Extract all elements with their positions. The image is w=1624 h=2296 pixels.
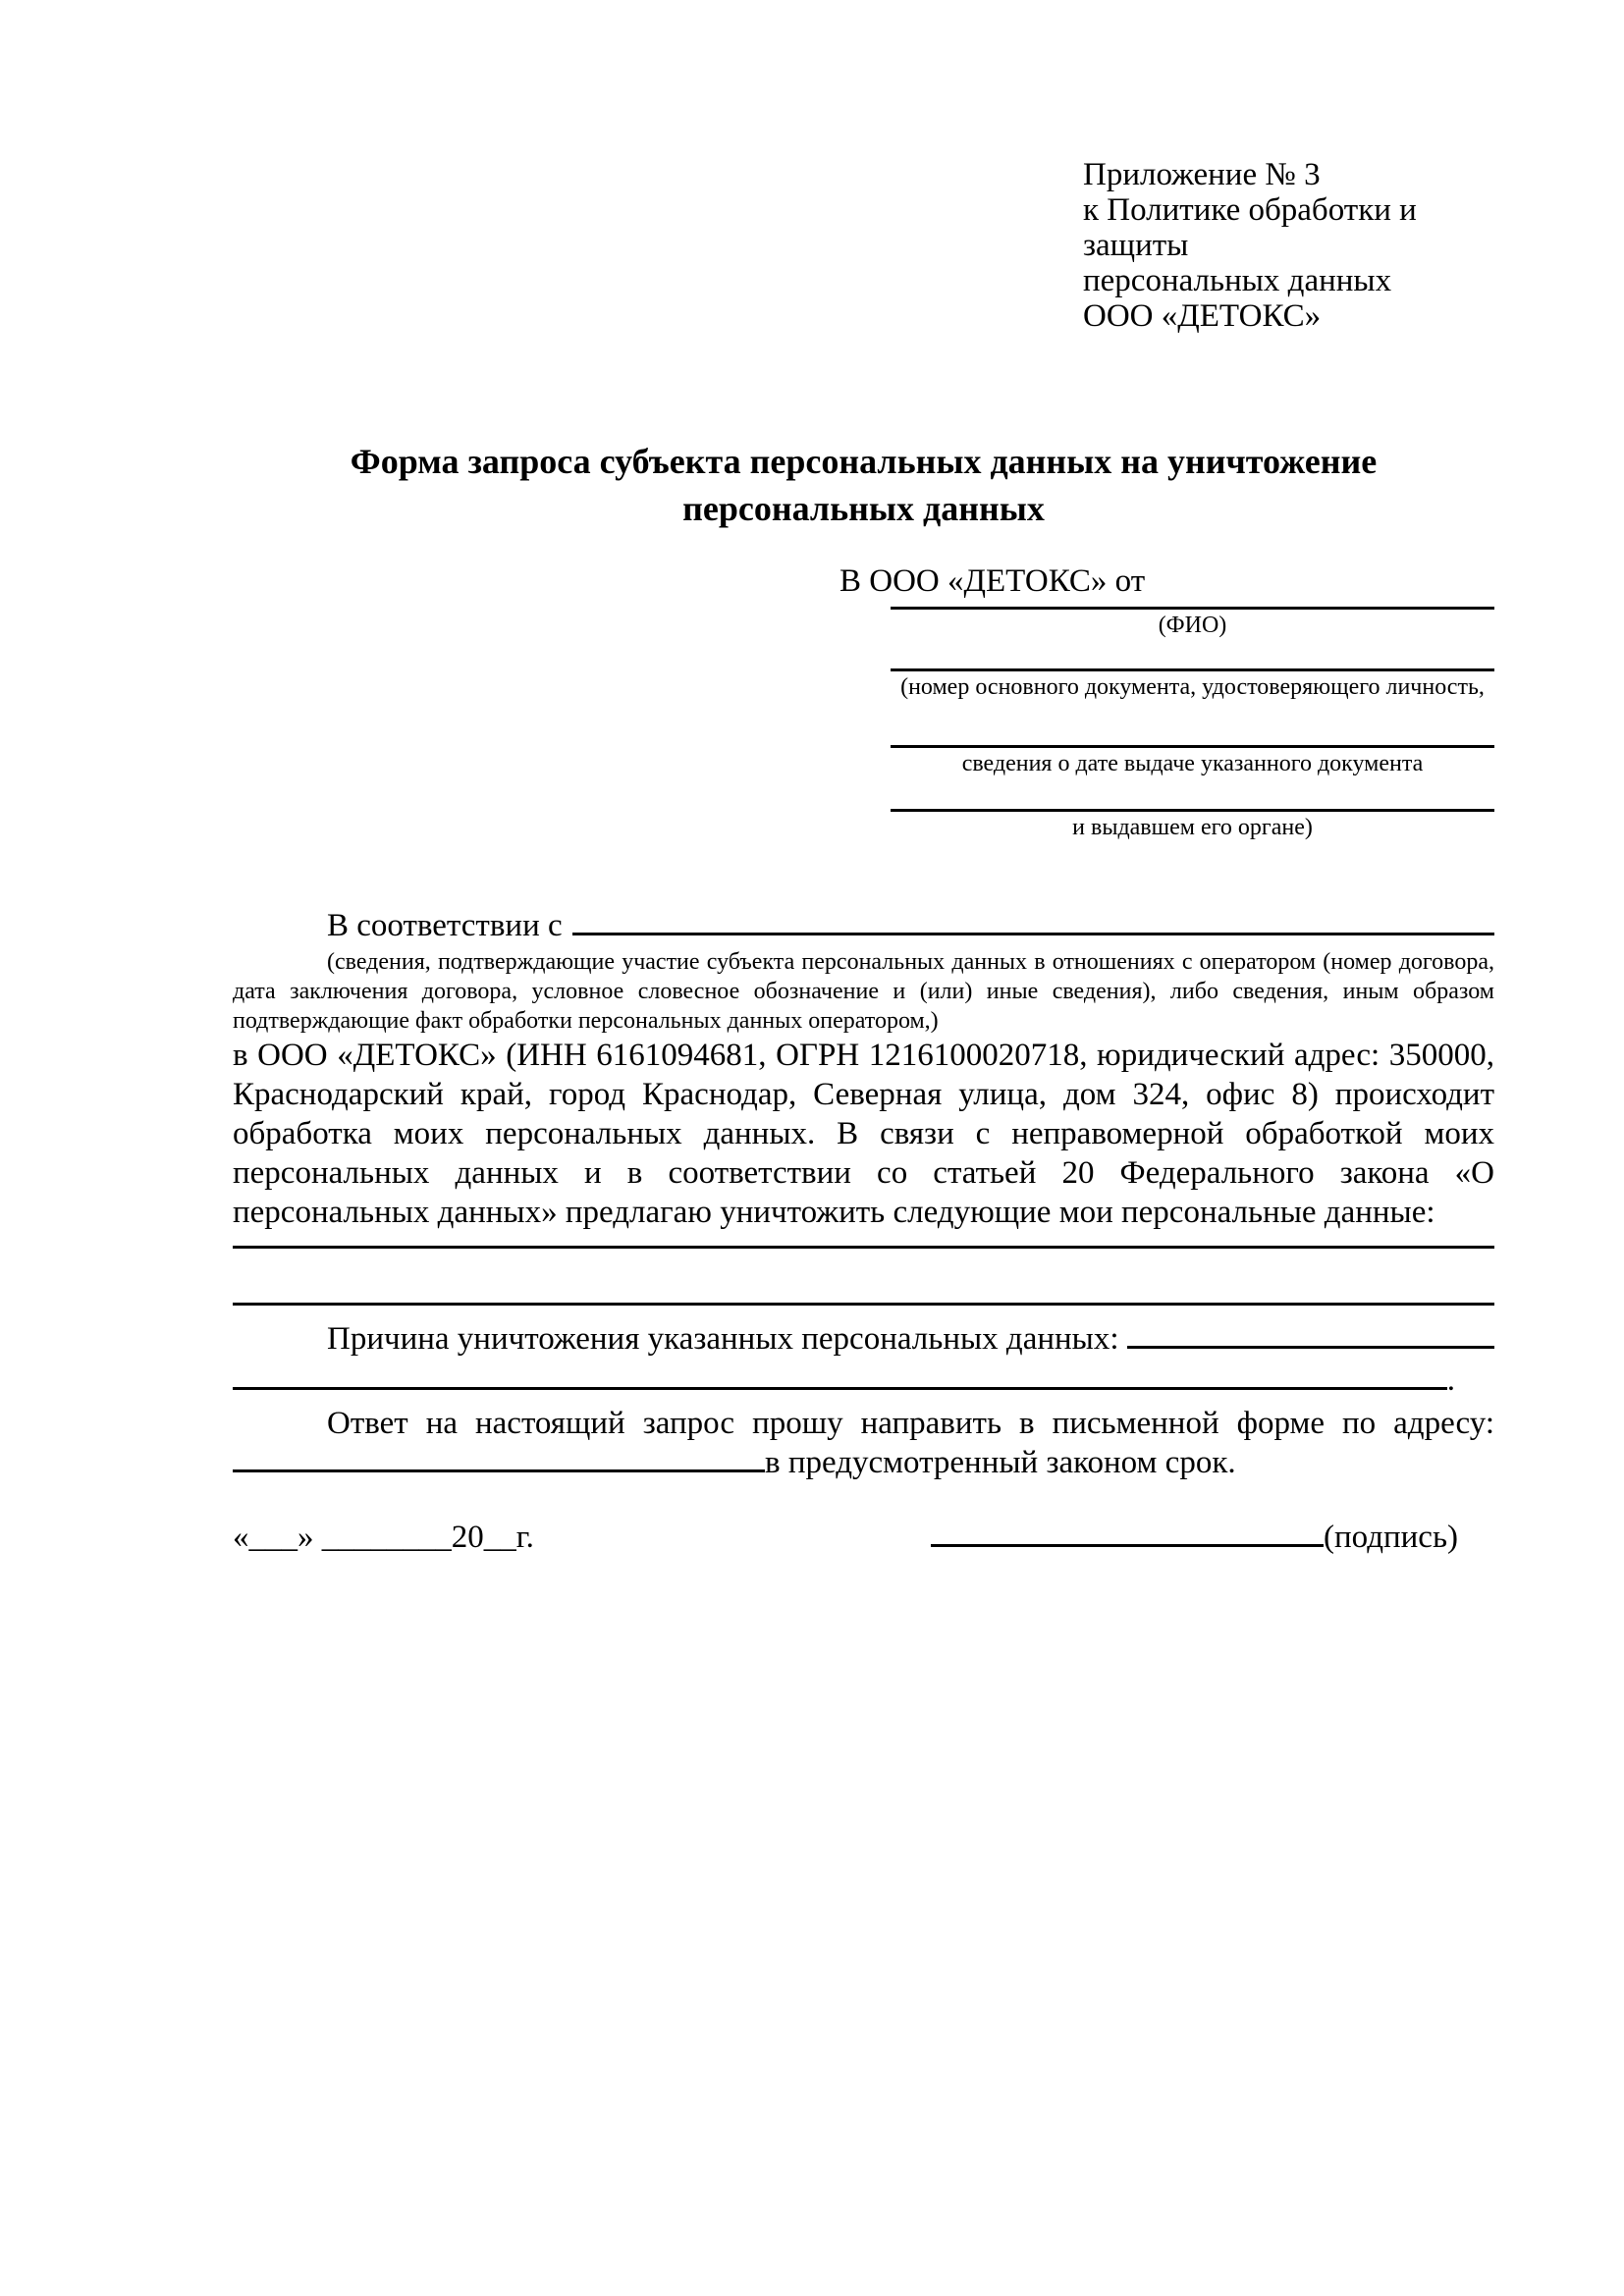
- main-paragraph: в ООО «ДЕТОКС» (ИНН 6161094681, ОГРН 1216100020718, юридический адрес: 350000, Краснодарский край, город Краснодар, Северная улица, дом 324, офис 8) происходит обработка моих персональных данных. В связи с неправомерной обработкой моих персональных данных и в соответствии со статьей 20 Федерального закона «О персональных данных» предлагаю уничтожить следующие мои персональные данные:: [233, 1038, 1494, 1230]
- according-to-note: (сведения, подтверждающие участие субъекта персональных данных в отношениях с оператором (номер договора, дата заключения договора, условное словесное обозначение и (или) иные сведения), либо сведения, иным образом подтверждающие факт обработки персональных данных оператором,): [233, 949, 1494, 1034]
- page-title: Форма запроса субъекта персональных данных на уничтожение персональных данных: [350, 442, 1378, 528]
- date-space: [314, 1520, 322, 1555]
- policy-reference-line-2: персональных данных: [1083, 263, 1392, 298]
- reply-sentence: Ответ на настоящий запрос прошу направить в письменной форме по адресу:: [327, 1406, 1494, 1441]
- date-year-prefix: 20: [451, 1520, 484, 1555]
- date-open-quote: «: [233, 1520, 249, 1555]
- according-to-write-line[interactable]: [572, 906, 1494, 935]
- applicant-details-block: [891, 607, 1494, 841]
- reply-address-write-line[interactable]: [233, 1443, 765, 1472]
- appendix-header: [1083, 157, 1494, 334]
- date-close-quote: »: [298, 1520, 314, 1555]
- document-number-caption: (номер основного документа, удостоверяющего личность,: [900, 674, 1485, 700]
- reason-write-line[interactable]: [1127, 1319, 1494, 1349]
- fio-caption: (ФИО): [1158, 613, 1227, 638]
- date-signature-row: [233, 1518, 1494, 1557]
- period-mark: .: [1446, 1362, 1455, 1398]
- signature-field: [931, 1518, 1458, 1557]
- date-field: [233, 1518, 534, 1557]
- according-to-row: [233, 906, 1494, 945]
- issuing-authority-caption: и выдавшем его органе): [1072, 815, 1313, 840]
- date-year-blank[interactable]: __: [483, 1520, 516, 1555]
- addressee-line: В ООО «ДЕТОКС» от: [839, 563, 1146, 599]
- date-year-suffix: г.: [515, 1520, 534, 1555]
- appendix-number: Приложение № 3: [1083, 157, 1321, 192]
- reason-write-line-2[interactable]: [233, 1361, 1447, 1390]
- policy-reference-line-1: к Политике обработки и защиты: [1083, 192, 1417, 263]
- reason-continuation-row: [233, 1361, 1494, 1400]
- signature-write-line[interactable]: [931, 1518, 1324, 1547]
- signature-caption: (подпись): [1324, 1520, 1458, 1555]
- according-to-label: В соответствии с: [327, 908, 563, 943]
- reason-row: [233, 1319, 1494, 1359]
- reason-label: Причина уничтожения указанных персональных данных:: [327, 1321, 1119, 1357]
- personal-data-write-line-1[interactable]: [233, 1246, 1494, 1249]
- date-month-blank[interactable]: ________: [321, 1520, 452, 1555]
- date-day-blank[interactable]: ___: [248, 1520, 298, 1555]
- reply-address-row: [233, 1443, 1494, 1482]
- personal-data-write-line-2[interactable]: [233, 1303, 1494, 1306]
- company-name: ООО «ДЕТОКС»: [1083, 298, 1322, 334]
- reply-tail-text: в предусмотренный законом срок.: [765, 1445, 1236, 1480]
- issue-date-caption: сведения о дате выдаче указанного документа: [961, 751, 1424, 776]
